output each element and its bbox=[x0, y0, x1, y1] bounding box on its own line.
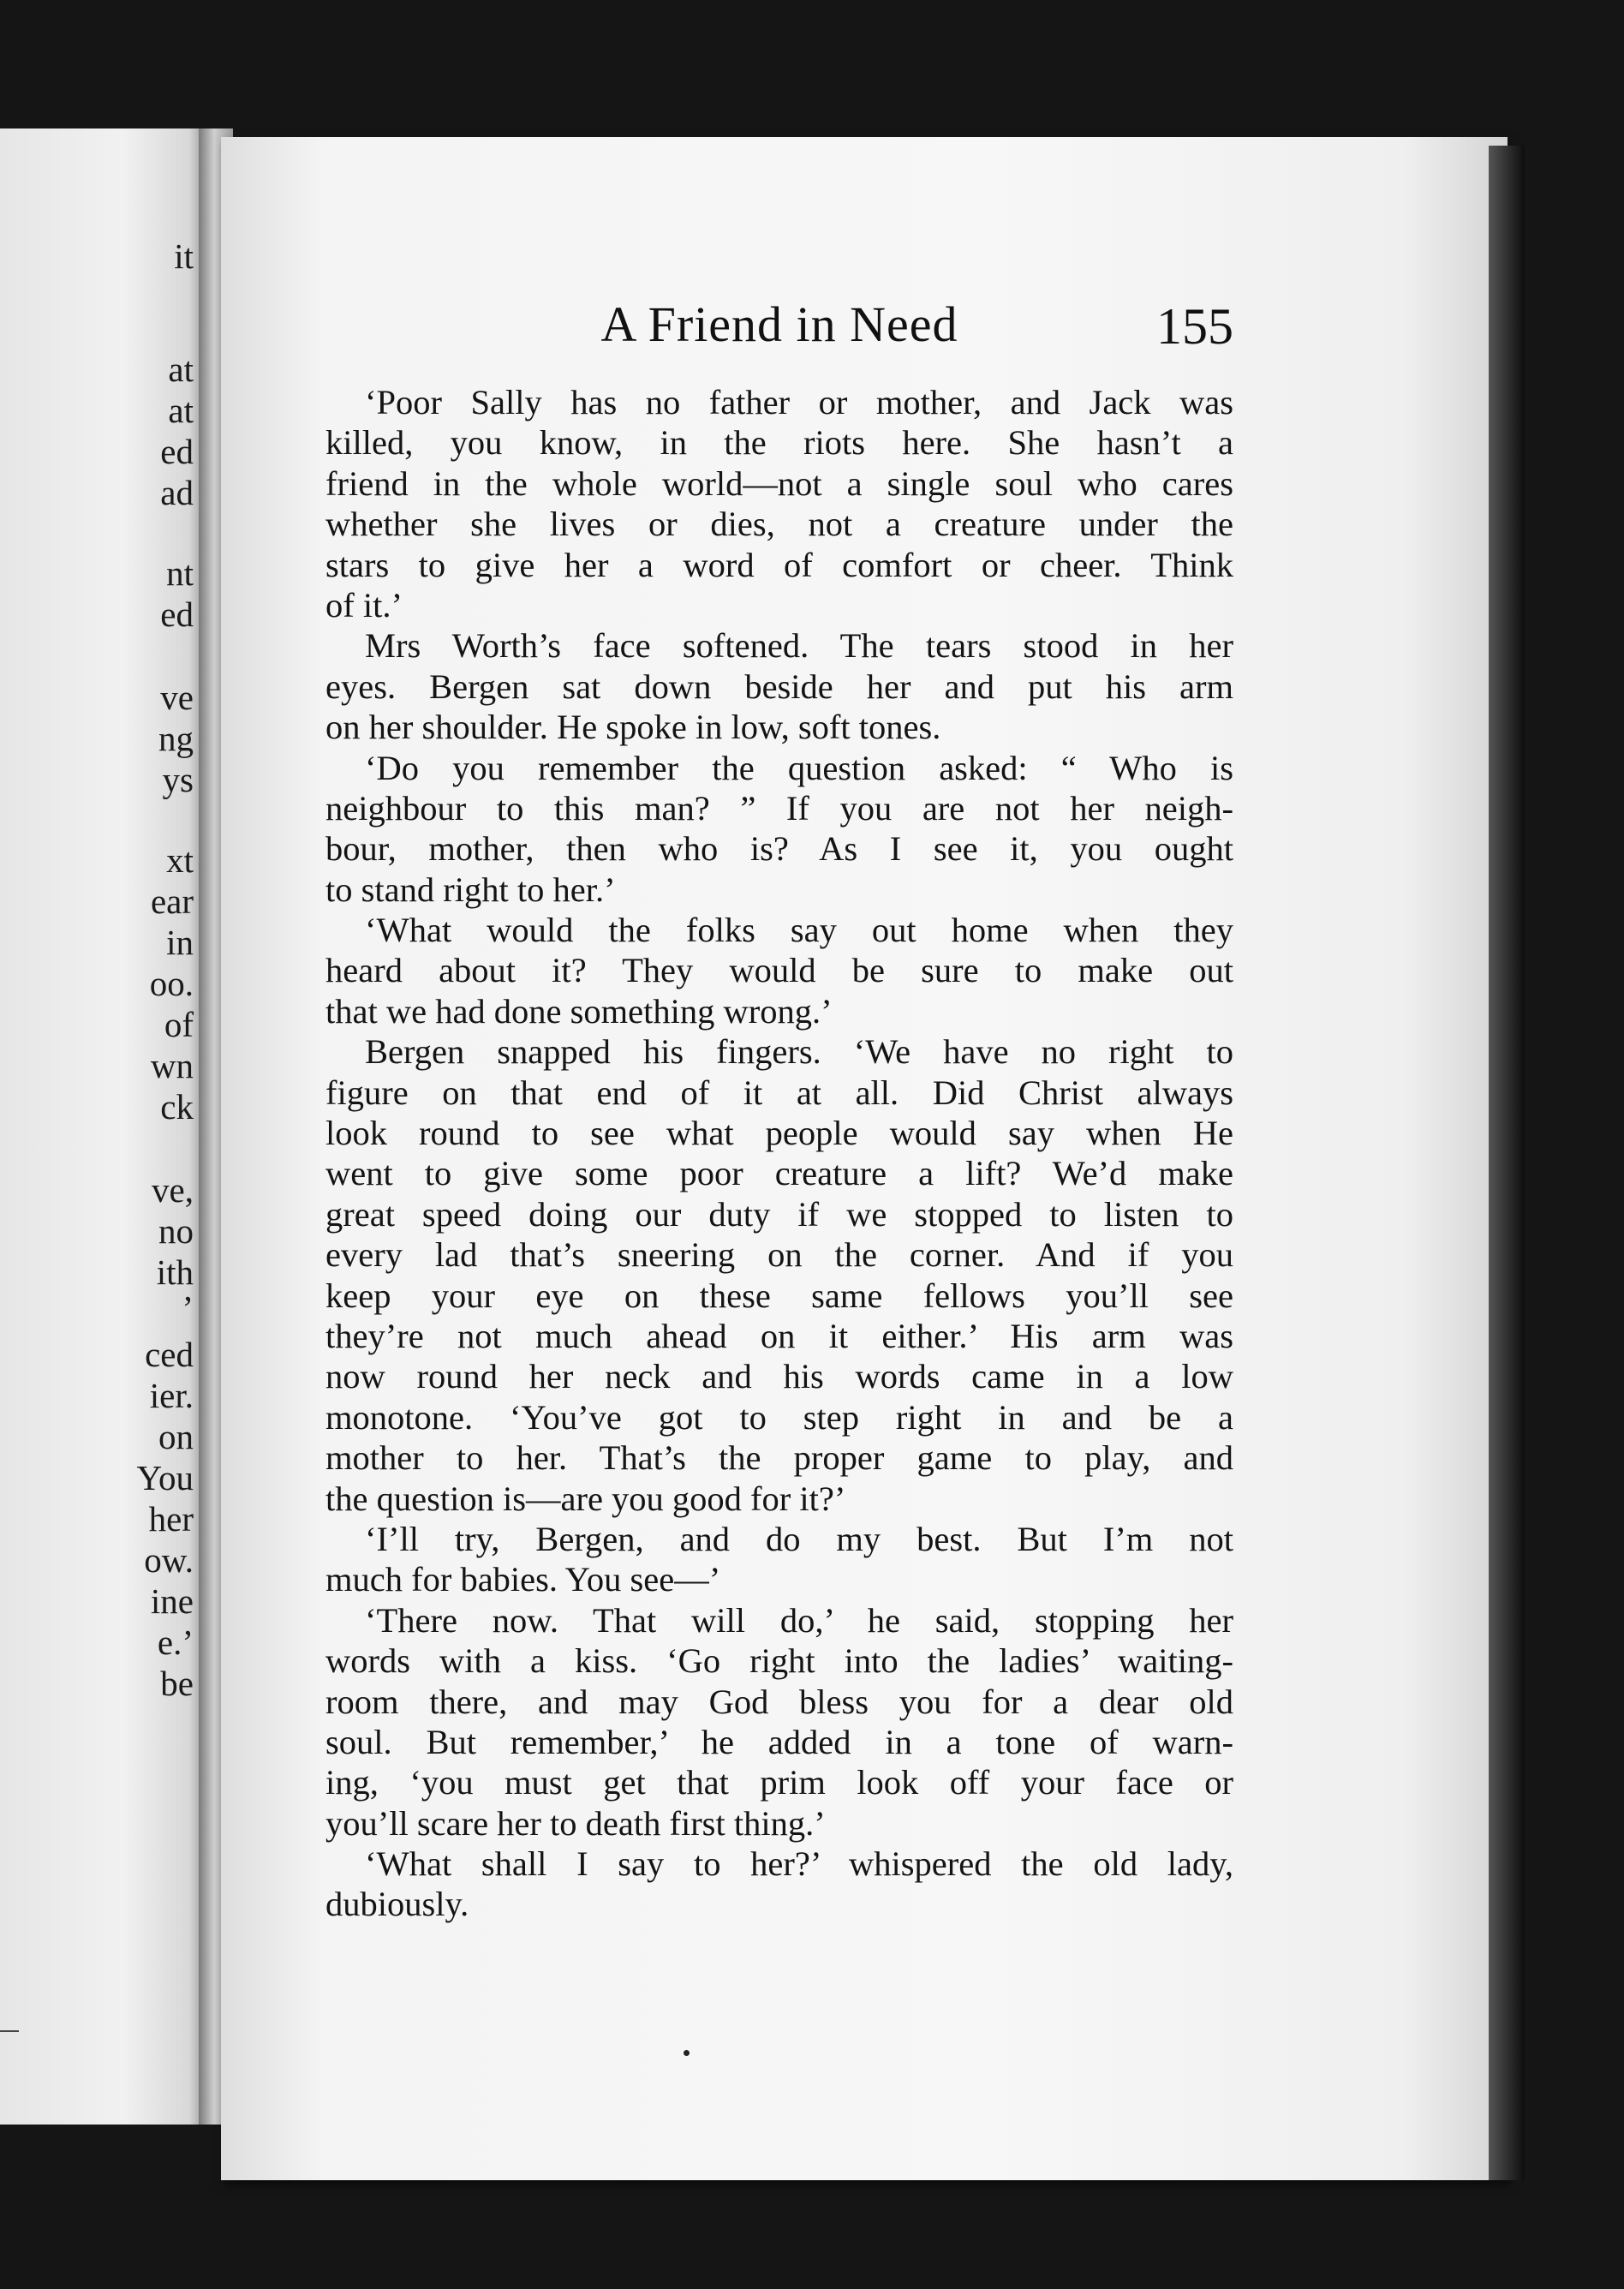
text-line: that we had done something wrong.’ bbox=[325, 991, 833, 1031]
text-line: ‘Poor Sally has no father or mother, and Jack was bbox=[365, 383, 1233, 421]
left-page-fragment: ad bbox=[160, 473, 194, 512]
left-page-fragment: ear bbox=[150, 882, 194, 921]
text-line: whether she lives or dies, not a creature under the bbox=[325, 505, 1233, 544]
text-line: dubiously. bbox=[325, 1885, 469, 1924]
left-page-fragment: ys bbox=[162, 760, 194, 799]
text-line: to stand right to her.’ bbox=[325, 870, 616, 909]
text-line: you’ll scare her to death first thing.’ bbox=[325, 1803, 826, 1843]
text-line: words with a kiss. ‘Go right into the ladies’ waiting- bbox=[325, 1641, 1233, 1681]
left-page bbox=[0, 128, 206, 2125]
left-page-fragment: nt bbox=[166, 553, 194, 593]
left-page-rule bbox=[0, 2030, 19, 2032]
left-page-fragment: ve bbox=[160, 678, 194, 717]
left-page-fragment: on bbox=[158, 1417, 194, 1456]
text-line: on her shoulder. He spoke in low, soft tones. bbox=[325, 708, 941, 747]
text-line: ‘There now. That will do,’ he said, stopping her bbox=[365, 1600, 1233, 1640]
left-page-fragment: ith bbox=[156, 1252, 194, 1292]
text-line: now round her neck and his words came in a low bbox=[325, 1357, 1233, 1396]
left-page-fragment: ed bbox=[160, 432, 194, 471]
text-line: room there, and may God bless you for a dear old bbox=[325, 1682, 1233, 1721]
left-page-fragment: ow. bbox=[144, 1540, 194, 1580]
page-number: 155 bbox=[1156, 298, 1233, 355]
left-page-fragment: her bbox=[148, 1499, 194, 1539]
text-line: great speed doing our duty if we stopped to listen to bbox=[325, 1194, 1233, 1234]
left-page-fragment: no bbox=[158, 1211, 194, 1251]
text-line: much for babies. You see—’ bbox=[325, 1560, 721, 1599]
text-line: killed, you know, in the riots here. She hasn’t a bbox=[325, 423, 1233, 463]
left-page-fragment: ck bbox=[160, 1087, 194, 1127]
left-page-fragment: xt bbox=[166, 840, 194, 880]
text-line: neighbour to this man? ” If you are not her neigh- bbox=[325, 788, 1233, 828]
text-line: ‘Do you remember the question asked: “ Who is bbox=[365, 748, 1233, 787]
left-page-fragment: ier. bbox=[149, 1376, 194, 1415]
text-line: bour, mother, then who is? As I see it, you ought bbox=[325, 829, 1233, 869]
text-line: ‘What would the folks say out home when they bbox=[365, 911, 1233, 950]
left-page-fragment: ng bbox=[158, 719, 194, 758]
text-line: look round to see what people would say when He bbox=[325, 1114, 1233, 1153]
left-page-fragment: it bbox=[174, 236, 194, 276]
page-dot bbox=[684, 2050, 690, 2056]
text-line: went to give some poor creature a lift? We’d make bbox=[325, 1154, 1233, 1193]
left-page-fragment: oo. bbox=[149, 964, 194, 1003]
text-line: Mrs Worth’s face softened. The tears stood in her bbox=[365, 626, 1233, 666]
text-line: Bergen snapped his fingers. ‘We have no right to bbox=[365, 1032, 1233, 1072]
running-head bbox=[325, 296, 1233, 356]
left-page-fragment: You bbox=[136, 1458, 194, 1497]
text-line: keep your eye on these same fellows you’ll see bbox=[325, 1276, 1233, 1315]
text-line: friend in the whole world—not a single soul who cares bbox=[325, 463, 1233, 503]
text-line: soul. But remember,’ he added in a tone of warn- bbox=[325, 1722, 1233, 1761]
text-line: monotone. ‘You’ve got to step right in and be a bbox=[325, 1397, 1233, 1437]
left-page-fragment: at bbox=[168, 350, 194, 389]
text-line: heard about it? They would be sure to make out bbox=[325, 951, 1233, 990]
text-line: ‘I’ll try, Bergen, and do my best. But I’m not bbox=[365, 1519, 1233, 1558]
body-text bbox=[325, 382, 1233, 1925]
left-page-fragment: ced bbox=[145, 1335, 194, 1374]
text-line: stars to give her a word of comfort or cheer. Think bbox=[325, 545, 1233, 584]
left-page-fragment: wn bbox=[150, 1046, 194, 1085]
left-page-fragment: ve, bbox=[152, 1170, 194, 1210]
left-page-fragment: in bbox=[166, 923, 194, 962]
left-page-fragment: be bbox=[160, 1664, 194, 1703]
left-page-fragment: e.’ bbox=[157, 1623, 194, 1662]
text-line: every lad that’s sneering on the corner. And if you bbox=[325, 1235, 1233, 1275]
text-line: eyes. Bergen sat down beside her and put his arm bbox=[325, 666, 1233, 706]
book-cover-edge bbox=[1489, 146, 1525, 2180]
left-page-text-fragments bbox=[0, 128, 206, 2125]
text-line: they’re not much ahead on it either.’ His arm was bbox=[325, 1316, 1233, 1355]
text-line: the question is—are you good for it?’ bbox=[325, 1479, 846, 1518]
running-head-title: A Friend in Need bbox=[600, 296, 958, 352]
text-line: figure on that end of it at all. Did Christ always bbox=[325, 1073, 1233, 1112]
text-line: ing, ‘you must get that prim look off your face or bbox=[325, 1763, 1233, 1802]
left-page-fragment: at bbox=[168, 391, 194, 430]
left-page-fragment: ed bbox=[160, 595, 194, 634]
text-line: ‘What shall I say to her?’ whispered the old lady, bbox=[365, 1844, 1233, 1884]
left-page-fragment: of bbox=[164, 1005, 194, 1044]
text-line: of it.’ bbox=[325, 585, 403, 625]
left-page-fragment: ine bbox=[150, 1581, 194, 1621]
text-line: mother to her. That’s the proper game to play, and bbox=[325, 1438, 1233, 1478]
left-page-fragment: ’ bbox=[182, 1288, 194, 1328]
